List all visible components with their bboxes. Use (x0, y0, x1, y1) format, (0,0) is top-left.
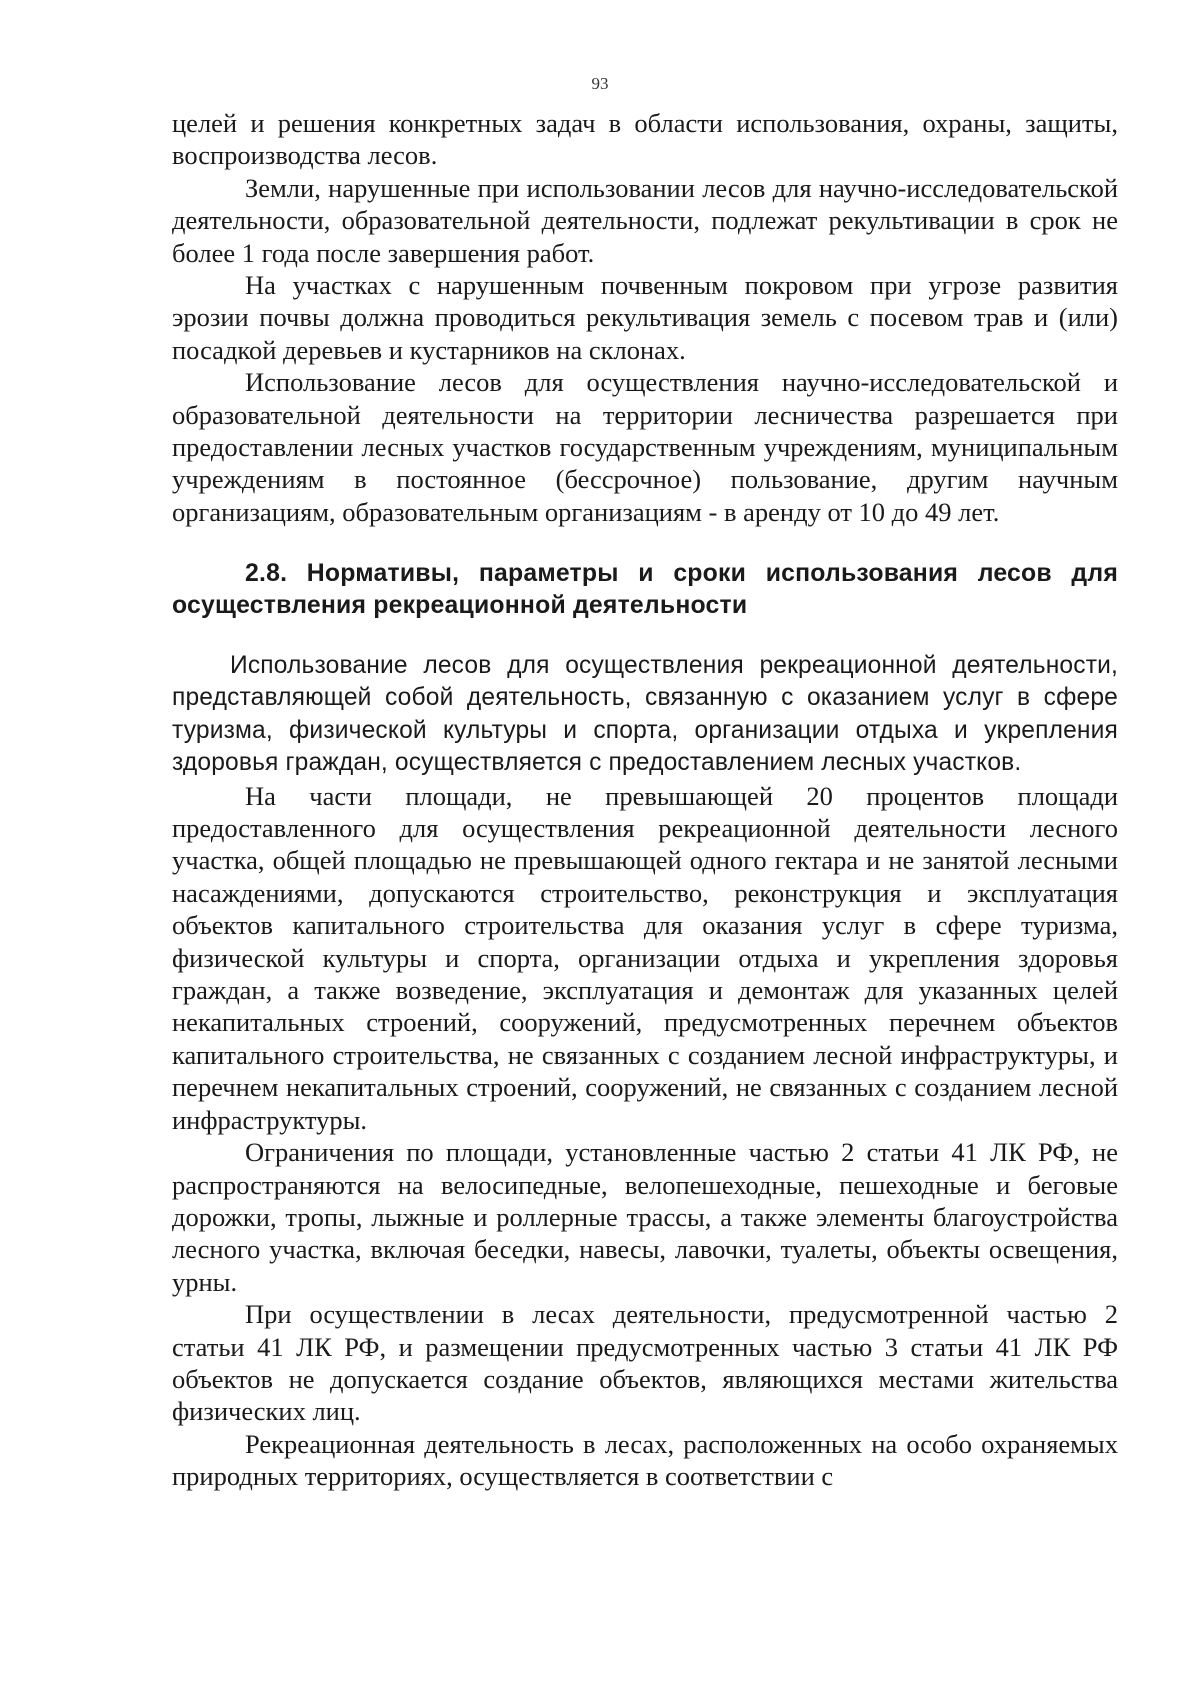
paragraph-area-limits: На части площади, не превышающей 20 процентов площади предоставленного для осуществления рекреационной деятельности лесного участка, общей площадью не превышающей одного гектара и не занятой лесными насаждениями, допускаются строительство, реконструкция и эксплуатация объектов капитального строительства для оказания услуг в сфере туризма, физической культуры и спорта, организации отдыха и укрепления здоровья граждан, а также возведение, эксплуатация и демонтаж для указанных целей некапитальных строений, сооружений, предусмотренных перечнем объектов капитального строительства, не связанных с созданием лесной инфраструктуры, и перечнем некапитальных строений, сооружений, не связанных с созданием лесной инфраструктуры. (172, 780, 1118, 1135)
paragraph-area-exceptions: Ограничения по площади, установленные частью 2 статьи 41 ЛК РФ, не распространяются на велосипедные, велопешеходные, пешеходные и беговые дорожки, тропы, лыжные и роллерные трассы, а также элементы благоустройства лесного участка, включая беседки, навесы, лавочки, туалеты, объекты освещения, урны. (172, 1137, 1118, 1297)
paragraph-research-use: Использование лесов для осуществления научно-исследовательской и образовательной деятельности на территории лесничества разрешается при предоставлении лесных участков государственным учреждениям, муниципальным учреждениям в постоянное (бессрочное) пользование, другим научным организациям, образовательным организациям - в аренду от 10 до 49 лет. (172, 367, 1118, 527)
paragraph-soil-erosion: На участках с нарушенным почвенным покровом при угрозе развития эрозии почвы должна проводиться рекультивация земель с посевом трав и (или) посадкой деревьев и кустарников на склонах. (172, 270, 1118, 365)
text-block-recreation (172, 650, 1118, 1493)
paragraph-recreation-definition: Использование лесов для осуществления рекреационной деятельности, представляющей собой деятельность, связанную с оказанием услуг в сфере туризма, физической культуры и спорта, организации отдыха и укрепления здоровья граждан, осуществляется с предоставлением лесных участков. (172, 652, 1118, 777)
paragraph-land-reclamation: Земли, нарушенные при использовании лесов для научно-исследовательской деятельности, образовательной деятельности, подлежат рекультивации в срок не более 1 года после завершения работ. (172, 172, 1118, 268)
text-block-forest-research (172, 107, 1118, 528)
page-number: 93 (591, 74, 609, 93)
paragraph-continuation: целей и решения конкретных задач в области использования, охраны, защиты, воспроизводства лесов. (172, 108, 1118, 171)
paragraph-protected-territories: Рекреационная деятельность в лесах, расположенных на особо охраняемых природных территориях, осуществляется в соответствии с (172, 1428, 1118, 1492)
paragraph-residence-prohibition: При осуществлении в лесах деятельности, предусмотренной частью 2 статьи 41 ЛК РФ, и размещении предусмотренных частью 3 статьи 41 ЛК РФ объектов не допускается создание объектов, являющихся местами жительства физических лиц. (172, 1299, 1118, 1427)
section-heading: 2.8. Нормативы, параметры и сроки использования лесов для осуществления рекреационной деятельности (172, 560, 1118, 620)
section-heading-block (172, 558, 1118, 623)
